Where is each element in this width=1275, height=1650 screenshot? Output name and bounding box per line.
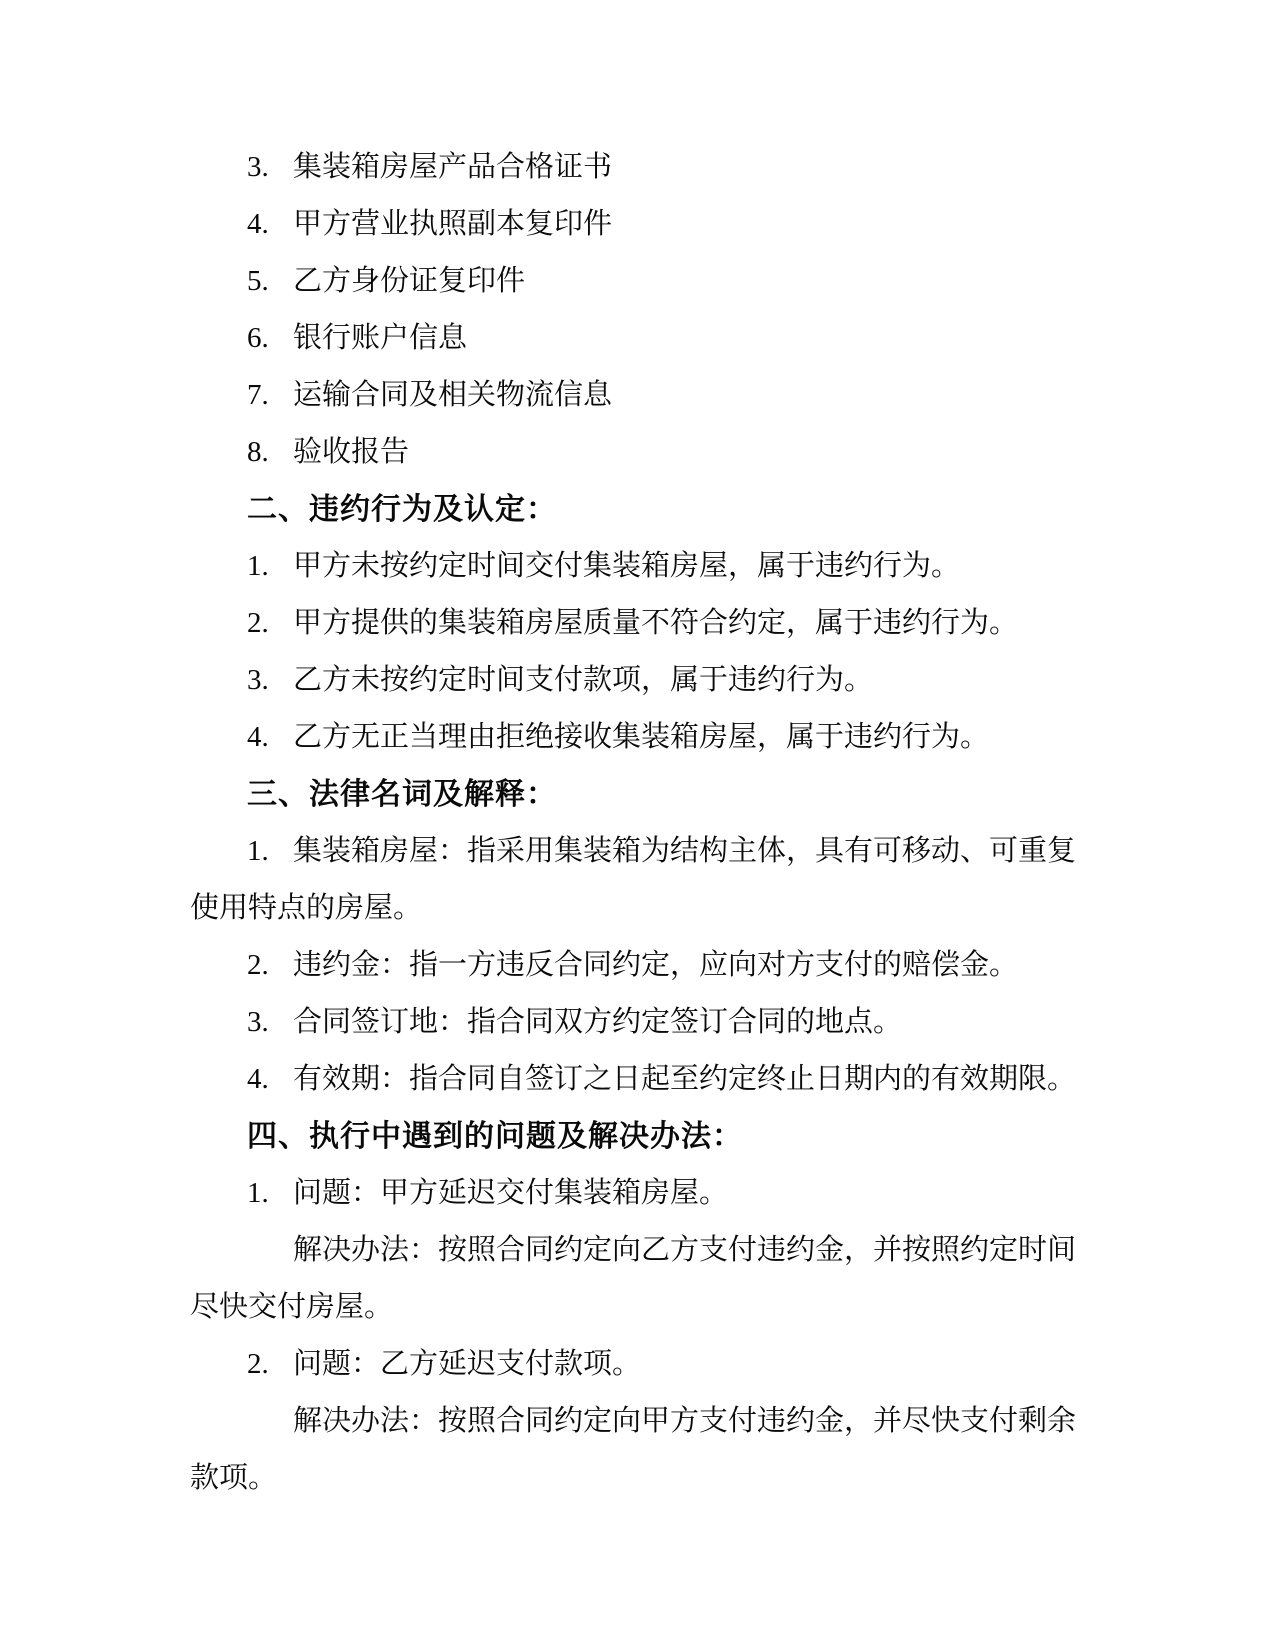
document-line [190,481,1125,538]
line-text: 使用特点的房屋。 [190,892,423,924]
document-line [190,253,1125,310]
document-line [190,1165,1125,1222]
list-item-number: 2. [247,607,269,639]
line-text: 违约金：指一方违反合同约定，应向对方支付的赔偿金。 [293,949,1019,981]
list-item-number: 5. [247,265,269,297]
document-line [190,709,1125,766]
list-item-number: 2. [247,1348,269,1380]
document-line [190,424,1125,481]
line-text: 四、执行中遇到的问题及解决办法： [247,1120,743,1153]
list-item-number: 1. [247,1177,269,1209]
line-text: 问题：甲方延迟交付集装箱房屋。 [293,1177,729,1209]
document-line [190,367,1125,424]
list-item-number: 2. [247,949,269,981]
document-line [190,1108,1125,1165]
list-item-number: 4. [247,721,269,753]
line-text: 尽快交付房屋。 [190,1291,394,1323]
list-item-number: 6. [247,322,269,354]
list-item-number: 3. [247,664,269,696]
line-text: 解决办法：按照合同约定向甲方支付违约金，并尽快支付剩余 [293,1405,1077,1437]
line-text: 集装箱房屋产品合格证书 [293,151,613,183]
list-item-number: 1. [247,550,269,582]
line-text: 款项。 [190,1462,278,1494]
document-line [190,994,1125,1051]
document-line [190,538,1125,595]
document-line [190,595,1125,652]
document-line [190,1279,1125,1336]
line-text: 三、法律名词及解释： [247,778,557,811]
line-text: 银行账户信息 [293,322,468,354]
line-text: 解决办法：按照合同约定向乙方支付违约金，并按照约定时间 [293,1234,1077,1266]
list-item-number: 3. [247,1006,269,1038]
line-text: 验收报告 [293,436,410,468]
line-text: 集装箱房屋：指采用集装箱为结构主体，具有可移动、可重复 [293,835,1077,867]
list-item-number: 1. [247,835,269,867]
document-line [190,139,1125,196]
document-line [190,1222,1125,1279]
line-text: 甲方提供的集装箱房屋质量不符合约定，属于违约行为。 [293,607,1019,639]
list-item-number: 4. [247,208,269,240]
document-line [190,310,1125,367]
line-text: 合同签订地：指合同双方约定签订合同的地点。 [293,1006,903,1038]
list-item-number: 7. [247,379,269,411]
line-text: 运输合同及相关物流信息 [293,379,613,411]
line-text: 问题：乙方延迟支付款项。 [293,1348,642,1380]
list-item-number: 3. [247,151,269,183]
document-line [190,196,1125,253]
list-item-number: 4. [247,1063,269,1095]
line-text: 甲方营业执照副本复印件 [293,208,613,240]
document-line [190,766,1125,823]
line-text: 有效期：指合同自签订之日起至约定终止日期内的有效期限。 [293,1063,1077,1095]
document-line [190,823,1125,880]
document-line [190,1393,1125,1450]
document-line [190,1336,1125,1393]
list-item-number: 8. [247,436,269,468]
line-text: 乙方无正当理由拒绝接收集装箱房屋，属于违约行为。 [293,721,990,753]
document-line [190,1051,1125,1108]
document-line [190,937,1125,994]
line-text: 乙方身份证复印件 [293,265,526,297]
line-text: 甲方未按约定时间交付集装箱房屋，属于违约行为。 [293,550,961,582]
line-text: 二、违约行为及认定： [247,493,557,526]
document-line [190,880,1125,937]
document-line [190,652,1125,709]
document-line [190,1450,1125,1507]
line-text: 乙方未按约定时间支付款项，属于违约行为。 [293,664,874,696]
